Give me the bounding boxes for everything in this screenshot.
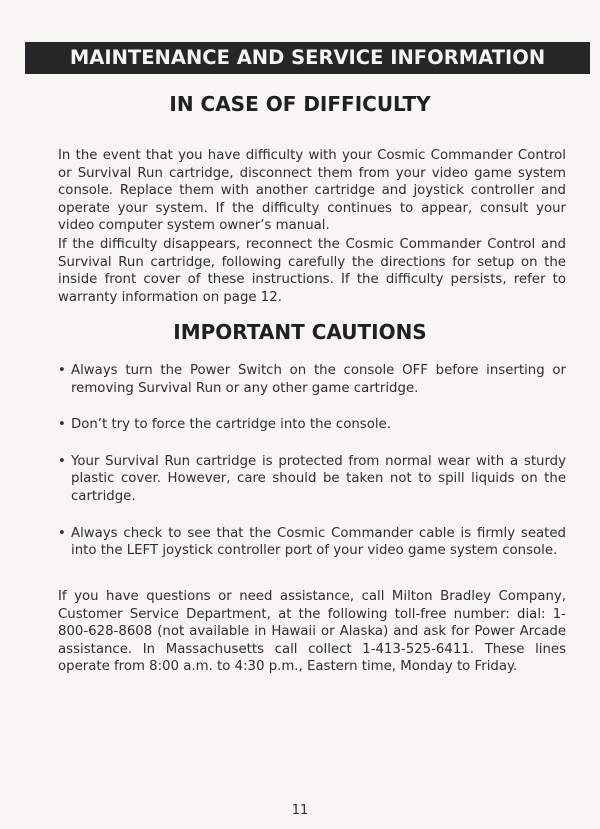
caution-item-cable-seated: • Always check to see that the Cosmic Commander cable is firmly seated into the LEFT joystick controller port of your video game system console. (58, 525, 566, 560)
difficulty-paragraph-1: In the event that you have difficulty with your Cosmic Commander Control or Survival Run cartridge, disconnect them from your video game system console. Replace them with another cartridge and joystick controller and operate your system. If the difficulty continues to appear, consult your video computer system owner’s manual. (58, 148, 566, 234)
section-banner: MAINTENANCE AND SERVICE INFORMATION (25, 42, 590, 74)
page-number: 11 (291, 803, 309, 818)
caution-item-plastic-cover: • Your Survival Run cartridge is protected from normal wear with a sturdy plastic cover. However, care should be taken not to spill liquids on the cartridge. (58, 453, 566, 506)
caution-item-force-cartridge: • Don’t try to force the cartridge into the console. (58, 416, 566, 434)
difficulty-paragraph-2: If the difficulty disappears, reconnect the Cosmic Commander Control and Survival Run cartridge, following carefully the directions for setup on the inside front cover of these instructions. If the difficulty persists, refer to warranty information on page 12. (58, 237, 566, 305)
caution-item-power-switch: • Always turn the Power Switch on the console OFF before inserting or removing Survival Run or any other game cartridge. (58, 362, 566, 397)
cautions-list (58, 362, 566, 579)
contact-paragraph: If you have questions or need assistance, call Milton Bradley Company, Customer Service Department, at the following toll-free number: dial: 1-800-628-8608 (not available in Hawaii or Alaska) and ask for Power Arcade assistance. In Massachusetts call collect 1-413-525-6411. These lines operate from 8:00 a.m. to 4:30 p.m., Eastern time, Monday to Friday. (58, 589, 566, 675)
heading-in-case-of-difficulty: IN CASE OF DIFFICULTY (169, 92, 431, 116)
heading-important-cautions: IMPORTANT CAUTIONS (173, 320, 427, 344)
